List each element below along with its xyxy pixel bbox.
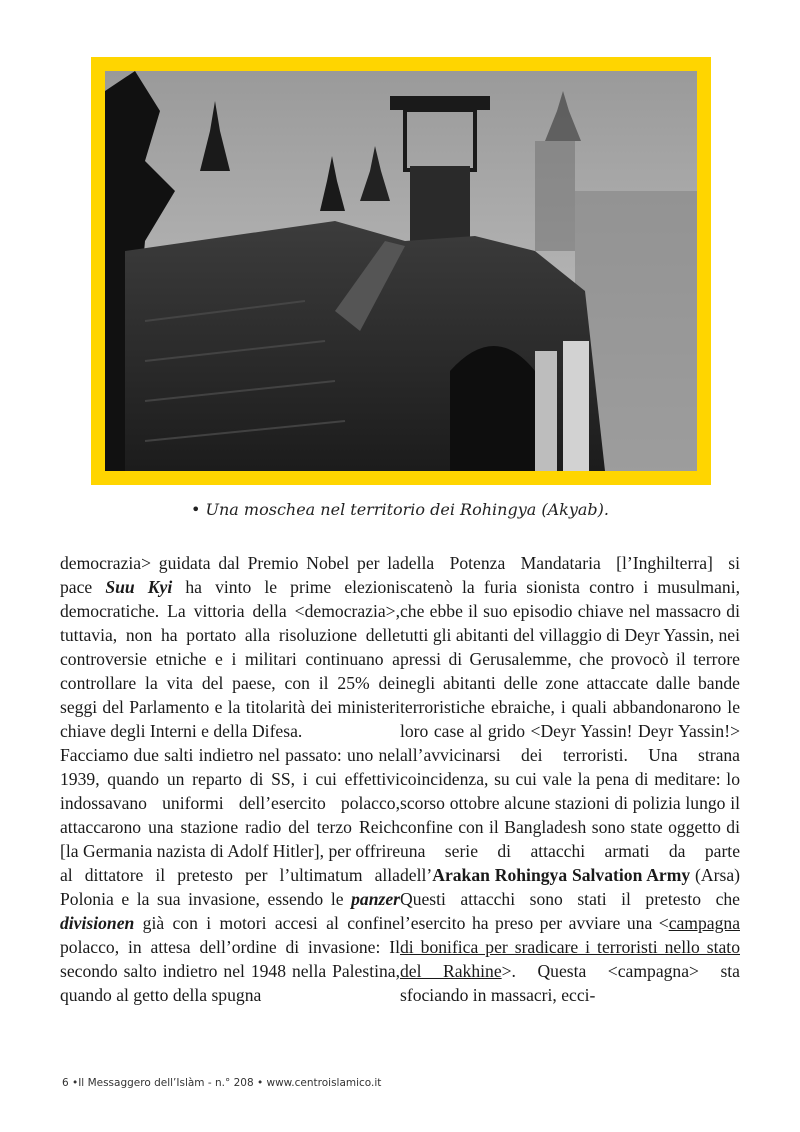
text-run: della Potenza Mandataria [l’Inghilterra] si scatenò la furia sionista contro i musulmani, che ebbe il suo episodio chiave nel massacro di tutti gli abitanti del villaggio di Deyr Yassin, nei pressi di Gerusalemme, che provocò il terrore negli abitanti delle zone attaccate dalle bande terroristiche ebraiche, i quali abbandonarono le loro case al grido <Deyr Yassin! Deyr Yassin!> all’avvicinarsi dei terroristi. Una strana coincidenza, su cui vale la pena di meditare: lo scorso ottobre alcune stazioni di polizia lungo il confine con il Bangladesh sono state oggetto di una serie di attacchi armati da parte dell’ (400, 553, 740, 885)
text-run: (Arsa) Questi attacchi sono stati il pretesto che l’esercito ha preso per avviare una < (400, 865, 740, 933)
paragraph (60, 743, 400, 1007)
emphasis-term: panzer divisionen (60, 889, 400, 933)
text-column-left (60, 551, 400, 1007)
text-run: >. Questa <campagna> sta sfociando in massacri, ecci- (400, 961, 740, 1005)
text-column-right (400, 551, 740, 1007)
page-footer: 6 •Il Messaggero dell’Islàm - n.° 208 • www.centroislamico.it (62, 1077, 382, 1089)
emphasis-org: Arakan Rohingya Salvation Army (432, 865, 691, 885)
emphasis-name: Suu Kyi (105, 577, 173, 597)
photo-caption: • Una moschea nel territorio dei Rohingya (Akyab). (190, 500, 609, 519)
mosque-photo (105, 71, 697, 471)
photo-frame (91, 57, 711, 485)
text-run: democrazia> guidata dal Premio Nobel per la pace (60, 553, 400, 597)
paragraph (60, 551, 400, 743)
text-run: già con i motori accesi al confine polacco, in attesa dell’ordine di invasione: Il secondo salto indietro nel 1948 nella Palestina, quando al getto della spugna (60, 913, 400, 1005)
paragraph (400, 551, 740, 1007)
underlined-quote: campagna di bonifica per sradicare i terroristi nello stato del Rakhine (400, 913, 740, 981)
text-run: Facciamo due salti indietro nel passato: uno nel 1939, quando un reparto di SS, i cui effettivi indossavano uniformi dell’esercito polacco, attaccarono una stazione radio del terzo Reich [la Germania nazista di Adolf Hitler], per offrire al dittatore il pretesto per l’ultimatum alla Polonia e la sua invasione, essendo le (60, 745, 400, 909)
text-run: ha vinto le prime elezioni democratiche. La vittoria della <democrazia>, tuttavia, non ha portato alla risoluzione delle controversie etniche e i militari continuano a controllare la vita del paese, con il 25% dei seggi del Parlamento e la titolarità dei ministeri chiave degli Interni e della Difesa. (60, 577, 401, 741)
